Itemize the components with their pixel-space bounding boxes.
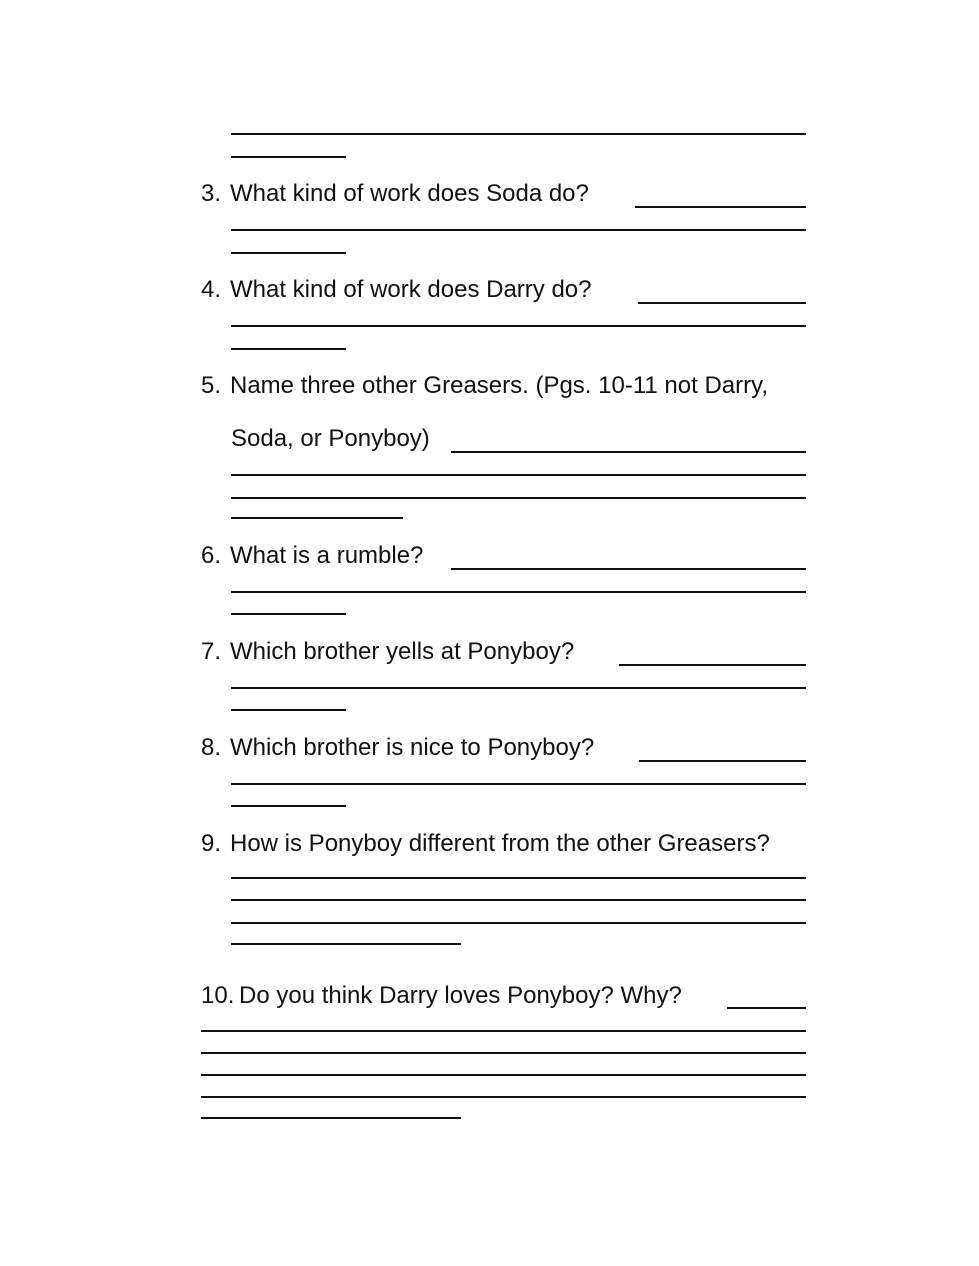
answer-line bbox=[201, 1074, 806, 1076]
answer-line bbox=[231, 591, 806, 593]
question-text-continued: Soda, or Ponyboy) bbox=[231, 425, 430, 452]
question-3 bbox=[201, 182, 841, 206]
question-9 bbox=[201, 832, 841, 856]
answer-line bbox=[201, 1052, 806, 1054]
answer-line bbox=[231, 156, 346, 158]
answer-line bbox=[201, 1030, 806, 1032]
question-text: What kind of work does Darry do? bbox=[230, 276, 592, 303]
question-text: Which brother yells at Ponyboy? bbox=[230, 638, 575, 665]
answer-line bbox=[231, 943, 461, 945]
question-text: What kind of work does Soda do? bbox=[230, 180, 589, 207]
answer-line bbox=[231, 348, 346, 350]
question-number: 5. bbox=[201, 372, 222, 399]
question-number: 9. bbox=[201, 830, 222, 857]
question-4 bbox=[201, 278, 841, 302]
question-number: 8. bbox=[201, 734, 222, 761]
answer-line bbox=[201, 1117, 461, 1119]
answer-line bbox=[231, 133, 806, 135]
answer-line bbox=[231, 497, 806, 499]
answer-line bbox=[727, 1007, 806, 1009]
question-6 bbox=[201, 544, 841, 568]
answer-line bbox=[231, 805, 346, 807]
answer-line bbox=[619, 664, 806, 666]
answer-line bbox=[231, 474, 806, 476]
answer-line bbox=[231, 877, 806, 879]
question-7 bbox=[201, 640, 841, 664]
question-5 bbox=[201, 374, 841, 398]
answer-line bbox=[638, 302, 806, 304]
answer-line bbox=[635, 206, 806, 208]
answer-line bbox=[231, 229, 806, 231]
question-text: What is a rumble? bbox=[230, 542, 424, 569]
answer-line bbox=[231, 687, 806, 689]
answer-line bbox=[231, 613, 346, 615]
answer-line bbox=[231, 899, 806, 901]
answer-line bbox=[231, 517, 403, 519]
answer-line bbox=[451, 451, 806, 453]
question-number: 6. bbox=[201, 542, 222, 569]
answer-line bbox=[231, 922, 806, 924]
question-number: 4. bbox=[201, 276, 222, 303]
answer-line bbox=[231, 252, 346, 254]
question-number: 3. bbox=[201, 180, 222, 207]
question-number: 10. bbox=[201, 982, 235, 1009]
answer-line bbox=[639, 760, 806, 762]
question-text: How is Ponyboy different from the other Greasers? bbox=[230, 830, 770, 857]
question-5-continued bbox=[231, 427, 871, 451]
question-number: 7. bbox=[201, 638, 222, 665]
answer-line bbox=[231, 325, 806, 327]
question-10 bbox=[201, 984, 841, 1008]
question-text: Do you think Darry loves Ponyboy? Why? bbox=[239, 982, 682, 1009]
question-8 bbox=[201, 736, 841, 760]
question-text: Which brother is nice to Ponyboy? bbox=[230, 734, 595, 761]
answer-line bbox=[231, 709, 346, 711]
answer-line bbox=[451, 568, 806, 570]
answer-line bbox=[231, 783, 806, 785]
answer-line bbox=[201, 1096, 806, 1098]
question-text: Name three other Greasers. (Pgs. 10-11 not Darry, bbox=[230, 372, 768, 399]
